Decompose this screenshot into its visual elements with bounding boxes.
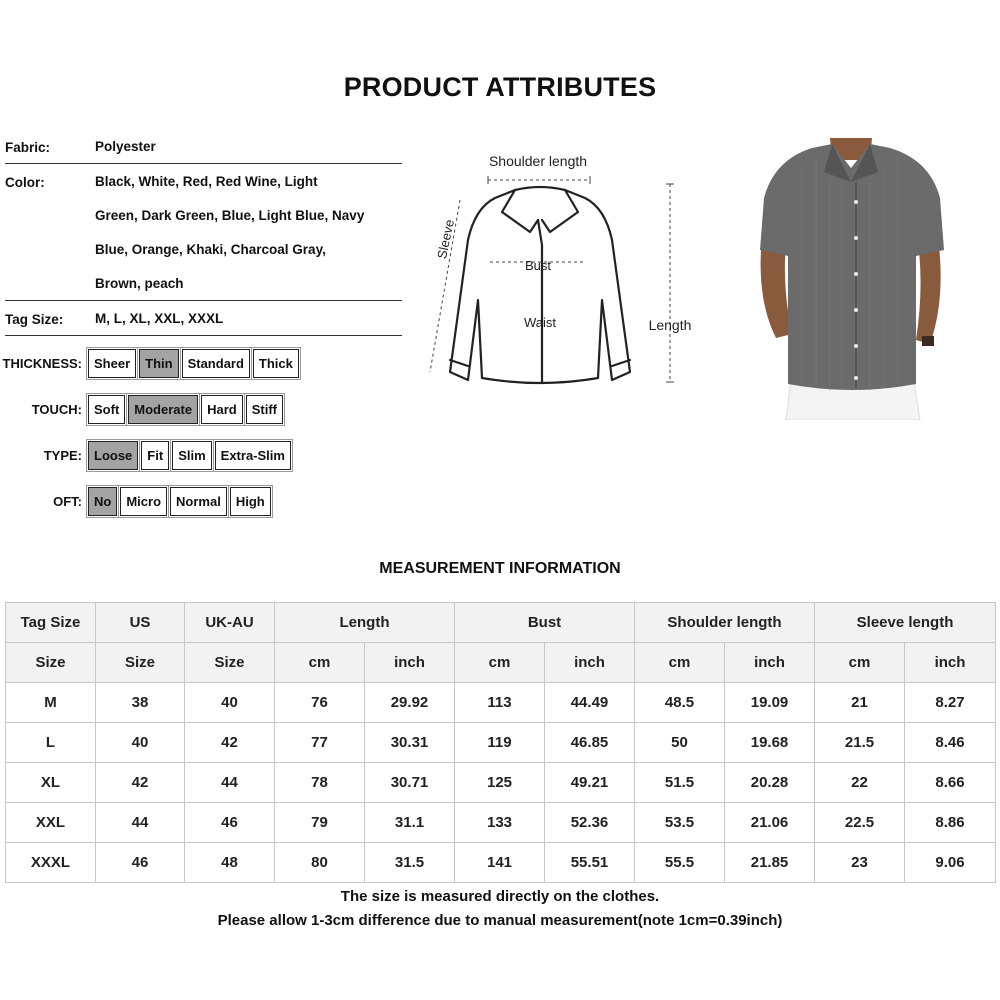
table-cell: 141 <box>455 843 545 883</box>
table-cell: XL <box>6 763 96 803</box>
color-line: Blue, Orange, Khaki, Charcoal Gray, <box>95 242 326 257</box>
subheader-cell: Size <box>6 643 96 683</box>
table-cell: 22.5 <box>815 803 905 843</box>
table-cell: 113 <box>455 683 545 723</box>
table-cell: 44 <box>96 803 185 843</box>
table-cell: 29.92 <box>365 683 455 723</box>
header-cell: Bust <box>455 603 635 643</box>
thickness-option-standard: Standard <box>182 349 250 378</box>
page-title: PRODUCT ATTRIBUTES <box>343 72 657 102</box>
subheader-cell: inch <box>545 643 635 683</box>
table-cell: 44.49 <box>545 683 635 723</box>
table-cell: 21.06 <box>725 803 815 843</box>
table-cell: 48.5 <box>635 683 725 723</box>
subheader-cell: cm <box>455 643 545 683</box>
touch-option-soft: Soft <box>88 395 125 424</box>
oft-selector <box>0 486 274 516</box>
table-cell: 53.5 <box>635 803 725 843</box>
table-cell: 48 <box>185 843 275 883</box>
table-cell: 51.5 <box>635 763 725 803</box>
fabric-row <box>5 140 402 160</box>
table-cell: 40 <box>96 723 185 763</box>
table-cell: 8.66 <box>905 763 996 803</box>
subheader-cell: inch <box>905 643 996 683</box>
header-cell: Shoulder length <box>635 603 815 643</box>
table-cell: 30.31 <box>365 723 455 763</box>
color-value <box>95 165 405 301</box>
color-line: Brown, peach <box>95 276 184 291</box>
thickness-label: THICKNESS: <box>2 355 82 371</box>
table-cell: 8.86 <box>905 803 996 843</box>
note-line: Please allow 1-3cm difference due to manual measurement(note 1cm=0.39inch) <box>217 912 783 929</box>
table-cell: 30.71 <box>365 763 455 803</box>
header-cell: US <box>96 603 185 643</box>
table-cell: 9.06 <box>905 843 996 883</box>
measurement-table <box>5 602 996 883</box>
table-row <box>6 683 996 723</box>
touch-option-hard: Hard <box>201 395 243 424</box>
table-cell: L <box>6 723 96 763</box>
tag-size-row <box>5 312 402 332</box>
table-cell: 40 <box>185 683 275 723</box>
product-photo <box>752 138 948 420</box>
table-cell: 133 <box>455 803 545 843</box>
touch-option-stiff: Stiff <box>246 395 283 424</box>
subheader-cell: cm <box>635 643 725 683</box>
table-cell: 31.5 <box>365 843 455 883</box>
oft-option-high: High <box>230 487 271 516</box>
table-cell: 55.5 <box>635 843 725 883</box>
table-cell: 52.36 <box>545 803 635 843</box>
waist-label: Waist <box>523 315 557 330</box>
measurement-body <box>6 683 996 883</box>
thickness-option-sheer: Sheer <box>88 349 136 378</box>
divider <box>5 335 402 336</box>
type-option-slim: Slim <box>172 441 211 470</box>
subheader-cell: cm <box>275 643 365 683</box>
table-cell: 50 <box>635 723 725 763</box>
table-row <box>6 803 996 843</box>
length-label: Length <box>648 317 692 333</box>
divider <box>5 300 402 301</box>
tag-size-label: Tag Size: <box>5 312 64 327</box>
table-cell: 22 <box>815 763 905 803</box>
table-cell: XXXL <box>6 843 96 883</box>
subheader-cell: cm <box>815 643 905 683</box>
table-cell: 46.85 <box>545 723 635 763</box>
type-label: TYPE: <box>43 447 82 463</box>
type-selector <box>0 440 294 470</box>
table-cell: 79 <box>275 803 365 843</box>
subheader-cell: Size <box>96 643 185 683</box>
oft-label: OFT: <box>53 493 82 509</box>
oft-option-normal: Normal <box>170 487 227 516</box>
table-row <box>6 723 996 763</box>
table-cell: 42 <box>185 723 275 763</box>
shoulder-length-label: Shoulder length <box>488 153 588 169</box>
sleeve-label: Sleeve <box>434 218 458 261</box>
table-cell: 19.68 <box>725 723 815 763</box>
table-cell: 77 <box>275 723 365 763</box>
thickness-option-thin: Thin <box>139 349 178 378</box>
table-cell: 21.5 <box>815 723 905 763</box>
table-cell: 119 <box>455 723 545 763</box>
table-cell: 20.28 <box>725 763 815 803</box>
touch-label: TOUCH: <box>31 401 82 417</box>
bust-label: Bust <box>524 258 552 273</box>
thickness-option-thick: Thick <box>253 349 299 378</box>
table-cell: 49.21 <box>545 763 635 803</box>
touch-selector <box>0 394 286 424</box>
fabric-label: Fabric: <box>5 140 51 155</box>
table-cell: 46 <box>96 843 185 883</box>
subheader-cell: inch <box>365 643 455 683</box>
table-cell: 76 <box>275 683 365 723</box>
type-option-loose: Loose <box>88 441 138 470</box>
table-cell: 19.09 <box>725 683 815 723</box>
header-cell: Tag Size <box>6 603 96 643</box>
subheader-row <box>6 643 996 683</box>
table-cell: M <box>6 683 96 723</box>
table-cell: 23 <box>815 843 905 883</box>
table-cell: 8.46 <box>905 723 996 763</box>
color-line: Black, White, Red, Red Wine, Light <box>95 174 318 189</box>
note-line: The size is measured directly on the clothes. <box>340 888 660 905</box>
header-cell: Length <box>275 603 455 643</box>
table-row <box>6 763 996 803</box>
oft-option-micro: Micro <box>120 487 167 516</box>
table-cell: 38 <box>96 683 185 723</box>
table-cell: 46 <box>185 803 275 843</box>
subheader-cell: inch <box>725 643 815 683</box>
table-cell: 31.1 <box>365 803 455 843</box>
header-cell: Sleeve length <box>815 603 996 643</box>
table-cell: 21 <box>815 683 905 723</box>
type-option-fit: Fit <box>141 441 169 470</box>
divider <box>5 163 402 164</box>
table-cell: 55.51 <box>545 843 635 883</box>
oft-option-no: No <box>88 487 117 516</box>
table-row <box>6 843 996 883</box>
table-cell: 80 <box>275 843 365 883</box>
shirt-measurement-diagram <box>420 150 710 395</box>
table-cell: 21.85 <box>725 843 815 883</box>
tag-size-value: M, L, XL, XXL, XXXL <box>95 311 224 326</box>
table-cell: 44 <box>185 763 275 803</box>
fabric-value: Polyester <box>95 139 156 154</box>
header-cell: UK-AU <box>185 603 275 643</box>
table-cell: 78 <box>275 763 365 803</box>
measurement-title: MEASUREMENT INFORMATION <box>379 560 621 577</box>
thickness-selector <box>0 348 302 378</box>
touch-option-moderate: Moderate <box>128 395 198 424</box>
subheader-cell: Size <box>185 643 275 683</box>
table-cell: 125 <box>455 763 545 803</box>
header-row <box>6 603 996 643</box>
table-cell: 42 <box>96 763 185 803</box>
table-cell: XXL <box>6 803 96 843</box>
color-row <box>5 165 402 301</box>
type-option-extra-slim: Extra-Slim <box>215 441 291 470</box>
color-line: Green, Dark Green, Blue, Light Blue, Navy <box>95 208 365 223</box>
table-cell: 8.27 <box>905 683 996 723</box>
color-label: Color: <box>5 175 45 190</box>
